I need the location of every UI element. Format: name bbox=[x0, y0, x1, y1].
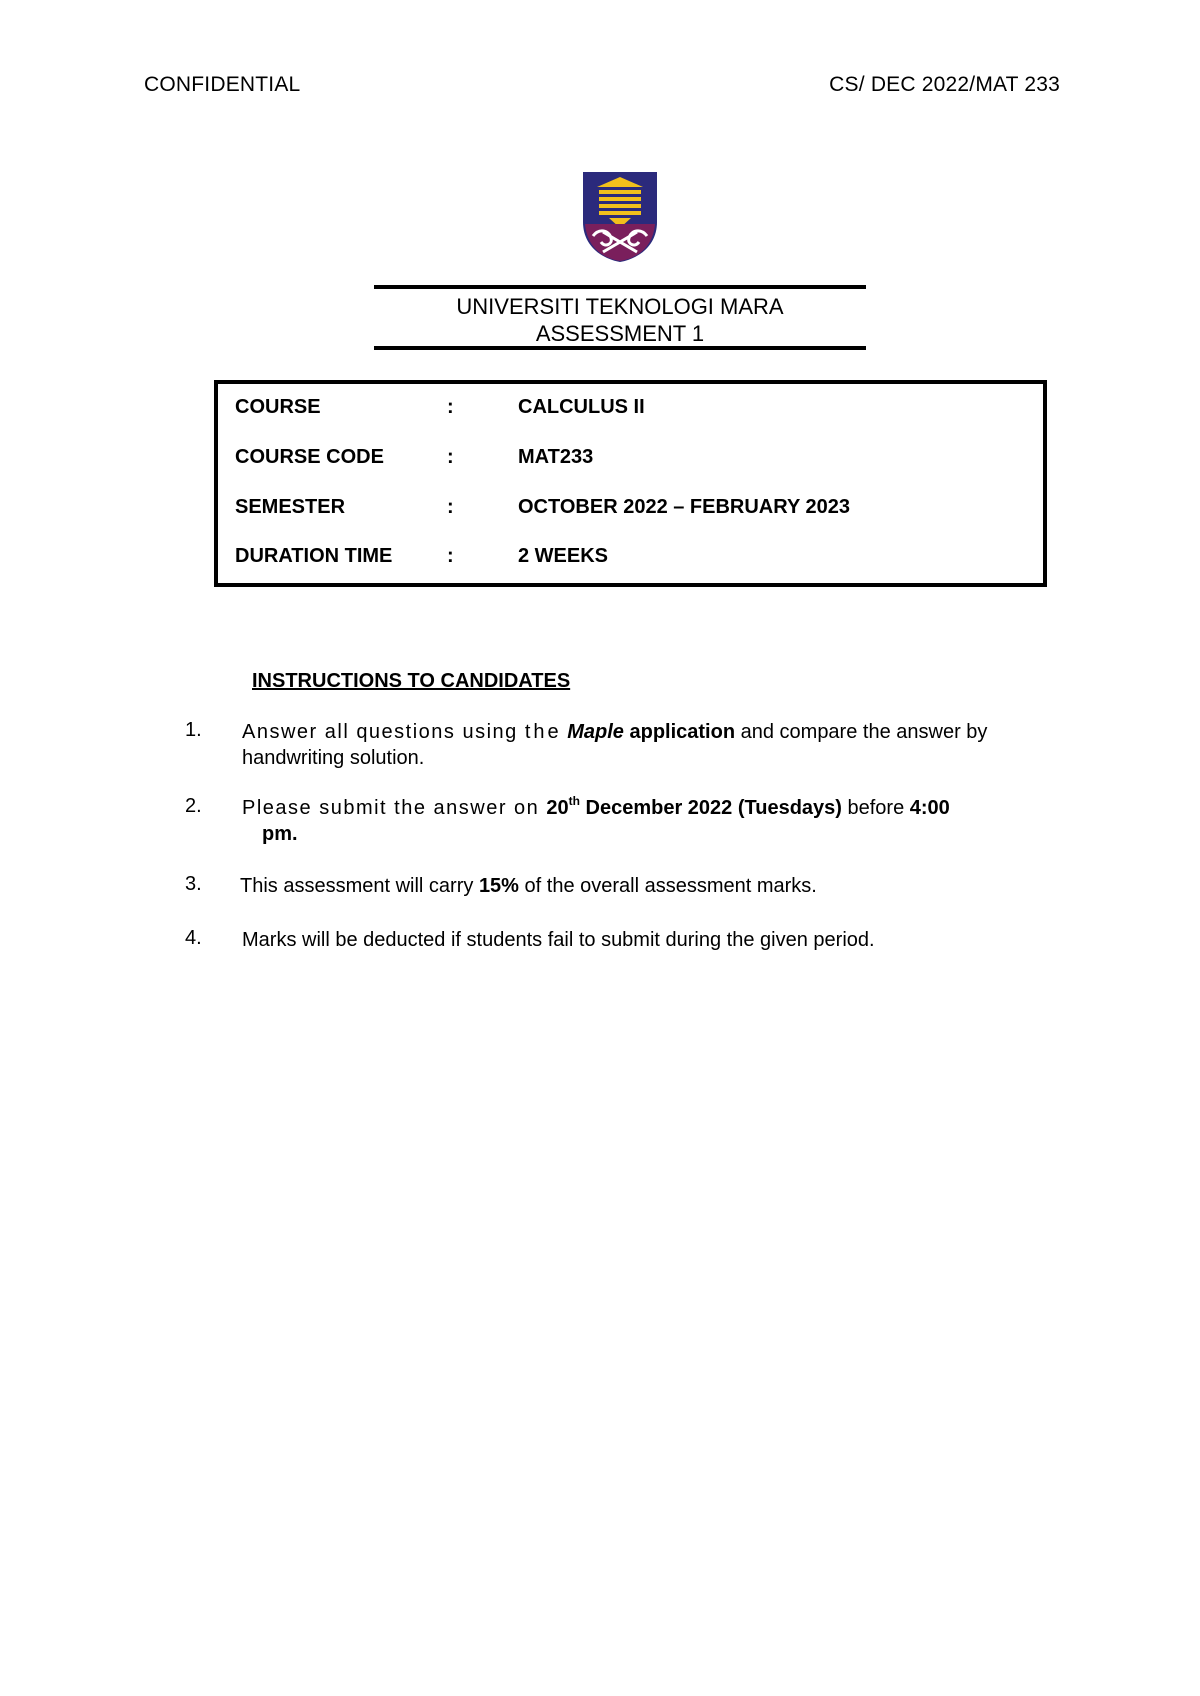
assessment-title: ASSESSMENT 1 bbox=[535, 321, 705, 346]
item-text-part: of the overall assessment marks. bbox=[518, 875, 817, 897]
item-text-part: handwriting solution. bbox=[242, 747, 425, 769]
info-row-duration bbox=[218, 545, 1043, 575]
info-colon: : bbox=[447, 396, 454, 418]
confidential-label: CONFIDENTIAL bbox=[144, 73, 301, 96]
maple-term: Maple bbox=[567, 721, 624, 743]
info-label: SEMESTER bbox=[235, 496, 346, 518]
instructions-heading: INSTRUCTIONS TO CANDIDATES bbox=[252, 670, 571, 692]
item-text-part: Please submit the answer on bbox=[242, 797, 547, 819]
info-row-course bbox=[218, 396, 1043, 426]
course-info-box bbox=[214, 380, 1047, 587]
item-number: 1. bbox=[185, 719, 202, 741]
info-value: OCTOBER 2022 – FEBRUARY 2023 bbox=[518, 496, 850, 518]
info-row-course-code bbox=[218, 446, 1043, 476]
info-value: CALCULUS II bbox=[518, 396, 645, 418]
info-row-semester bbox=[218, 496, 1043, 526]
item-text bbox=[242, 795, 1065, 847]
item-text-part: This assessment will carry bbox=[240, 875, 479, 897]
item-text-part: 4:00 bbox=[909, 797, 950, 819]
item-number: 4. bbox=[185, 927, 202, 949]
item-number: 3. bbox=[185, 873, 202, 895]
info-value: 2 WEEKS bbox=[518, 545, 609, 567]
item-number: 2. bbox=[185, 795, 202, 817]
item-text-part: 15% bbox=[478, 875, 519, 897]
item-text-part: before bbox=[841, 797, 910, 819]
info-label: COURSE CODE bbox=[235, 446, 384, 468]
item-text bbox=[240, 873, 1065, 899]
title-bottom-rule bbox=[374, 346, 866, 350]
university-name: UNIVERSITI TEKNOLOGI MARA bbox=[456, 294, 784, 319]
info-value: MAT233 bbox=[518, 446, 594, 468]
info-colon: : bbox=[447, 446, 454, 468]
item-text-part: Answer all questions using bbox=[242, 721, 525, 743]
title-top-rule bbox=[374, 285, 866, 289]
item-text-part: December 2022 (Tuesdays) bbox=[579, 797, 842, 819]
item-text-part: pm. bbox=[262, 823, 298, 845]
uitm-crest-icon bbox=[581, 170, 659, 264]
item-text-part: 20 bbox=[546, 797, 569, 819]
item-text-part: th bbox=[568, 794, 580, 808]
item-text bbox=[242, 719, 1065, 771]
info-colon: : bbox=[447, 496, 454, 518]
item-text-part: Marks will be deducted if students fail to submit during the given period. bbox=[242, 929, 875, 951]
item-text bbox=[242, 927, 1065, 953]
info-label: DURATION TIME bbox=[235, 545, 393, 567]
item-text-part: the bbox=[524, 721, 562, 743]
item-text-part: and compare the answer by bbox=[735, 721, 988, 743]
item-text-part: application bbox=[623, 721, 736, 743]
info-label: COURSE bbox=[235, 396, 321, 418]
info-colon: : bbox=[447, 545, 454, 567]
paper-code-label: CS/ DEC 2022/MAT 233 bbox=[829, 73, 1060, 96]
